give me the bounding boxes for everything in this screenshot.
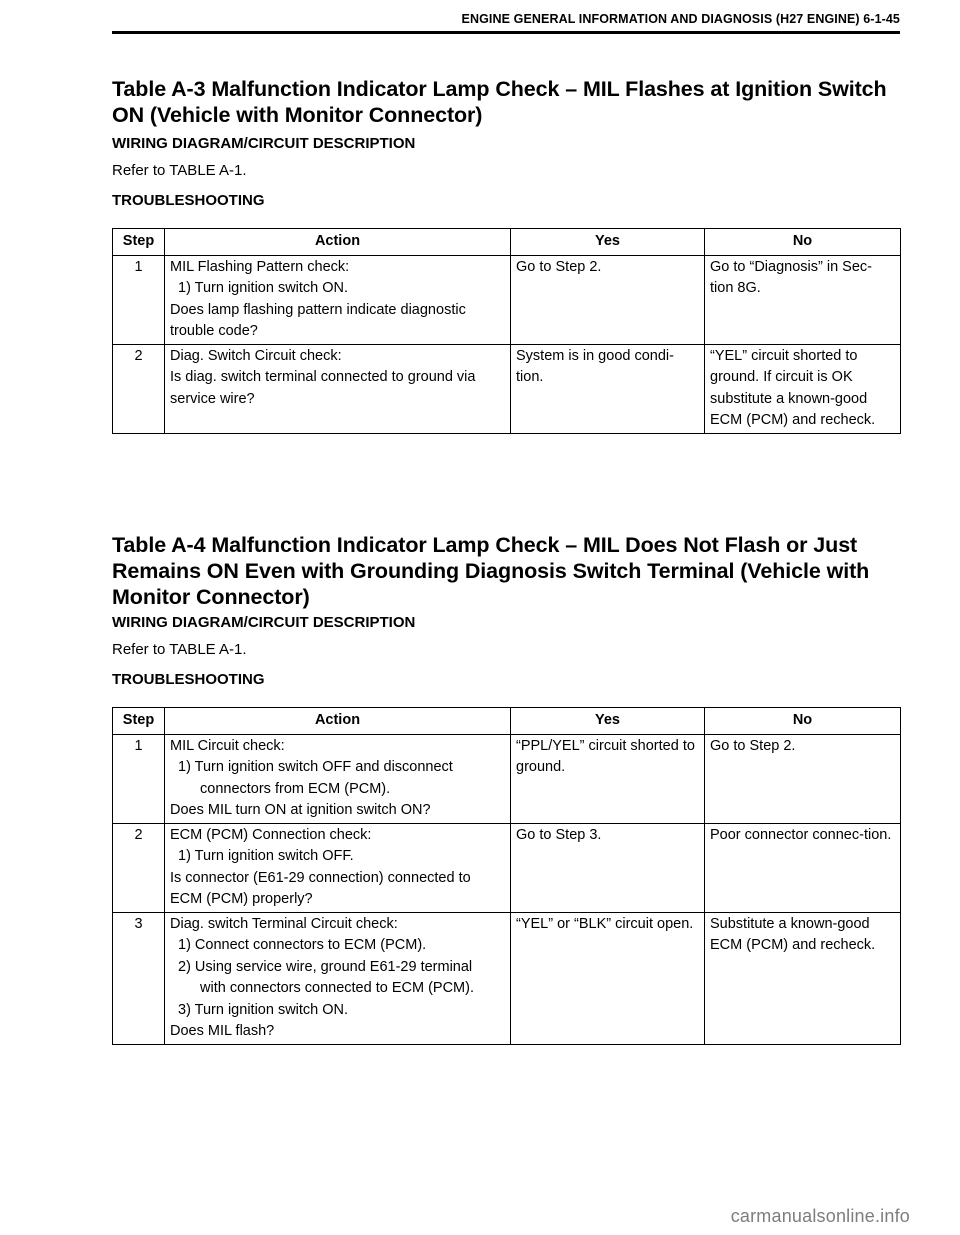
action-cell — [165, 823, 511, 912]
col-step: Step — [113, 229, 165, 256]
yes-cell: System is in good condi-tion. — [511, 344, 705, 433]
yes-cell: Go to Step 3. — [511, 823, 705, 912]
action-substep: 1) Turn ignition switch OFF. — [178, 848, 354, 864]
no-cell: Go to “Diagnosis” in Sec-tion 8G. — [705, 255, 901, 344]
yes-cell: “YEL” or “BLK” circuit open. — [511, 912, 705, 1044]
table-a3-wrap — [112, 228, 900, 434]
action-substep-cont: connectors from ECM (PCM). — [200, 780, 391, 797]
yes-cell: Go to Step 2. — [511, 255, 705, 344]
step-cell: 2 — [113, 823, 165, 912]
no-cell: “YEL” circuit shorted to ground. If circuit is OK substitute a known-good ECM (PCM) and recheck. — [705, 344, 901, 433]
col-step: Step — [113, 708, 165, 735]
action-title: ECM (PCM) Connection check: — [170, 826, 372, 843]
table-a4-wrap — [112, 707, 900, 1045]
refer-text: Refer to TABLE A-1. — [112, 162, 247, 179]
col-action: Action — [165, 229, 511, 256]
col-no: No — [705, 708, 901, 735]
table-row — [113, 912, 901, 1044]
troubleshooting-heading: TROUBLESHOOTING — [112, 671, 265, 688]
troubleshooting-block-a3 — [112, 192, 900, 210]
troubleshooting-block-a4 — [112, 671, 900, 689]
table-row — [113, 734, 901, 823]
table-header-row — [113, 229, 901, 256]
page-header: ENGINE GENERAL INFORMATION AND DIAGNOSIS (H27 ENGINE) 6-1-45 — [461, 12, 900, 26]
col-yes: Yes — [511, 229, 705, 256]
action-question: Is connector (E61-29 connection) connected to ECM (PCM) properly? — [170, 869, 471, 907]
wiring-heading: WIRING DIAGRAM/CIRCUIT DESCRIPTION — [112, 614, 416, 631]
col-no: No — [705, 229, 901, 256]
action-substep: 1) Turn ignition switch ON. — [178, 280, 349, 296]
action-question: Is diag. switch terminal connected to ground via service wire? — [170, 369, 476, 407]
section-table-a3 — [112, 76, 900, 128]
action-substep: 2) Using service wire, ground E61-29 terminal — [178, 958, 473, 975]
refer-text: Refer to TABLE A-1. — [112, 641, 247, 658]
section-table-a4 — [112, 532, 900, 610]
refer-block-a3 — [112, 162, 900, 180]
action-title: MIL Circuit check: — [170, 737, 285, 754]
step-cell: 1 — [113, 734, 165, 823]
section-heading: Table A-4 Malfunction Indicator Lamp Check – MIL Does Not Flash or Just Remains ON Even with Grounding Diagnosis Switch Terminal (Vehicle with Monitor Connector) — [112, 533, 870, 609]
table-header-row — [113, 708, 901, 735]
action-cell — [165, 344, 511, 433]
action-title: MIL Flashing Pattern check: — [170, 258, 350, 275]
col-action: Action — [165, 708, 511, 735]
troubleshooting-heading: TROUBLESHOOTING — [112, 192, 265, 209]
wiring-heading: WIRING DIAGRAM/CIRCUIT DESCRIPTION — [112, 135, 416, 152]
wiring-block-a4 — [112, 614, 900, 632]
table-row — [113, 823, 901, 912]
no-cell: Poor connector connec-tion. — [705, 823, 901, 912]
step-cell: 3 — [113, 912, 165, 1044]
step-cell: 1 — [113, 255, 165, 344]
action-cell — [165, 255, 511, 344]
table-row — [113, 344, 901, 433]
watermark: carmanualsonline.info — [730, 1206, 910, 1226]
action-substep: 1) Connect connectors to ECM (PCM). — [178, 937, 427, 953]
action-title: Diag. Switch Circuit check: — [170, 347, 342, 364]
action-cell — [165, 734, 511, 823]
action-title: Diag. switch Terminal Circuit check: — [170, 915, 398, 932]
refer-block-a4 — [112, 641, 900, 659]
troubleshooting-table-a3 — [112, 228, 901, 434]
action-substep: 1) Turn ignition switch OFF and disconnect — [178, 759, 453, 775]
header-rule — [112, 31, 900, 34]
no-cell: Go to Step 2. — [705, 734, 901, 823]
action-substep: 3) Turn ignition switch ON. — [178, 1001, 349, 1018]
table-row — [113, 255, 901, 344]
action-cell — [165, 912, 511, 1044]
action-question: Does MIL turn ON at ignition switch ON? — [170, 802, 431, 818]
section-heading: Table A-3 Malfunction Indicator Lamp Check – MIL Flashes at Ignition Switch ON (Vehicle with Monitor Connector) — [112, 77, 887, 127]
col-yes: Yes — [511, 708, 705, 735]
step-cell: 2 — [113, 344, 165, 433]
action-question: Does lamp flashing pattern indicate diagnostic trouble code? — [170, 301, 466, 339]
yes-cell: “PPL/YEL” circuit shorted to ground. — [511, 734, 705, 823]
wiring-block-a3 — [112, 135, 900, 153]
no-cell: Substitute a known-good ECM (PCM) and recheck. — [705, 912, 901, 1044]
action-substep-cont: with connectors connected to ECM (PCM). — [200, 980, 474, 996]
action-question: Does MIL flash? — [170, 1023, 275, 1039]
troubleshooting-table-a4 — [112, 707, 901, 1045]
